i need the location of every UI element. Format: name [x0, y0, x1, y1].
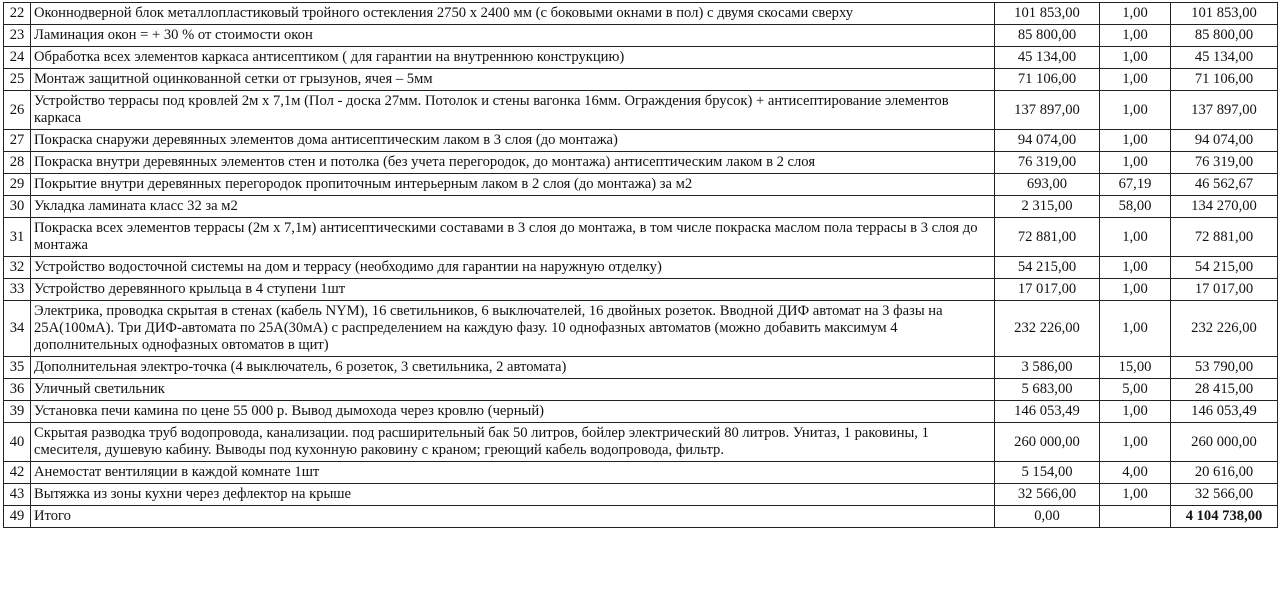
row-sum: 85 800,00	[1171, 25, 1278, 47]
row-description: Обработка всех элементов каркаса антисептиком ( для гарантии на внутреннюю конструкцию)	[31, 47, 995, 69]
row-quantity: 67,19	[1100, 174, 1171, 196]
row-number: 25	[4, 69, 31, 91]
row-quantity: 58,00	[1100, 196, 1171, 218]
row-sum: 232 226,00	[1171, 301, 1278, 357]
table-row	[4, 257, 1278, 279]
row-quantity: 4,00	[1100, 462, 1171, 484]
row-quantity: 1,00	[1100, 484, 1171, 506]
table-row	[4, 484, 1278, 506]
row-price: 32 566,00	[995, 484, 1100, 506]
row-description: Укладка ламината класс 32 за м2	[31, 196, 995, 218]
row-sum: 72 881,00	[1171, 218, 1278, 257]
row-number: 27	[4, 130, 31, 152]
table-row	[4, 379, 1278, 401]
table-row	[4, 47, 1278, 69]
row-price: 260 000,00	[995, 423, 1100, 462]
row-quantity: 1,00	[1100, 25, 1171, 47]
row-description: Устройство террасы под кровлей 2м х 7,1м (Пол - доска 27мм. Потолок и стены вагонка 16мм. Ограждения брусок) + антисептирование элементов каркаса	[31, 91, 995, 130]
row-number: 34	[4, 301, 31, 357]
row-description: Ламинация окон = + 30 % от стоимости окон	[31, 25, 995, 47]
row-description: Устройство деревянного крыльца в 4 ступени 1шт	[31, 279, 995, 301]
row-sum: 137 897,00	[1171, 91, 1278, 130]
row-number: 23	[4, 25, 31, 47]
row-price: 76 319,00	[995, 152, 1100, 174]
row-number: 31	[4, 218, 31, 257]
row-price: 5 154,00	[995, 462, 1100, 484]
row-quantity: 1,00	[1100, 423, 1171, 462]
row-quantity: 1,00	[1100, 69, 1171, 91]
row-price: 3 586,00	[995, 357, 1100, 379]
row-description: Анемостат вентиляции в каждой комнате 1шт	[31, 462, 995, 484]
row-number: 36	[4, 379, 31, 401]
row-description: Покраска всех элементов террасы (2м х 7,1м) антисептическими составами в 3 слоя до монтажа, в том числе покраска маслом пола террасы в 3 слоя до монтажа	[31, 218, 995, 257]
row-sum: 76 319,00	[1171, 152, 1278, 174]
row-sum: 260 000,00	[1171, 423, 1278, 462]
row-number: 26	[4, 91, 31, 130]
row-sum: 134 270,00	[1171, 196, 1278, 218]
row-price: 693,00	[995, 174, 1100, 196]
row-price: 232 226,00	[995, 301, 1100, 357]
row-number: 24	[4, 47, 31, 69]
table-row	[4, 462, 1278, 484]
table-row	[4, 423, 1278, 462]
row-number: 32	[4, 257, 31, 279]
row-number: 43	[4, 484, 31, 506]
row-sum: 28 415,00	[1171, 379, 1278, 401]
table-row	[4, 152, 1278, 174]
row-number: 35	[4, 357, 31, 379]
row-quantity: 1,00	[1100, 401, 1171, 423]
row-sum: 54 215,00	[1171, 257, 1278, 279]
table-row	[4, 401, 1278, 423]
row-price: 17 017,00	[995, 279, 1100, 301]
row-number: 40	[4, 423, 31, 462]
row-price: 146 053,49	[995, 401, 1100, 423]
total-row	[4, 506, 1278, 528]
total-row-number: 49	[4, 506, 31, 528]
row-sum: 101 853,00	[1171, 3, 1278, 25]
row-price: 2 315,00	[995, 196, 1100, 218]
row-description: Дополнительная электро-точка (4 выключатель, 6 розеток, 3 светильника, 2 автомата)	[31, 357, 995, 379]
table-row	[4, 69, 1278, 91]
row-quantity: 1,00	[1100, 130, 1171, 152]
row-sum: 46 562,67	[1171, 174, 1278, 196]
row-price: 5 683,00	[995, 379, 1100, 401]
table-row	[4, 218, 1278, 257]
row-description: Покраска снаружи деревянных элементов дома антисептическим лаком в 3 слоя (до монтажа)	[31, 130, 995, 152]
row-quantity: 1,00	[1100, 91, 1171, 130]
row-price: 137 897,00	[995, 91, 1100, 130]
table-row	[4, 174, 1278, 196]
total-quantity	[1100, 506, 1171, 528]
row-sum: 20 616,00	[1171, 462, 1278, 484]
table-row	[4, 301, 1278, 357]
row-sum: 71 106,00	[1171, 69, 1278, 91]
row-number: 28	[4, 152, 31, 174]
row-number: 22	[4, 3, 31, 25]
table-row	[4, 3, 1278, 25]
row-price: 85 800,00	[995, 25, 1100, 47]
row-quantity: 1,00	[1100, 301, 1171, 357]
row-quantity: 1,00	[1100, 218, 1171, 257]
row-number: 39	[4, 401, 31, 423]
table-row	[4, 279, 1278, 301]
row-quantity: 1,00	[1100, 3, 1171, 25]
row-description: Вытяжка из зоны кухни через дефлектор на крыше	[31, 484, 995, 506]
row-sum: 45 134,00	[1171, 47, 1278, 69]
row-price: 101 853,00	[995, 3, 1100, 25]
table-row	[4, 130, 1278, 152]
row-price: 54 215,00	[995, 257, 1100, 279]
row-description: Скрытая разводка труб водопровода, канализации. под расширительный бак 50 литров, бойлер электрический 80 литров. Унитаз, 1 раковины, 1 смесителя, душевую кабину. Выводы под кухонную раковину с краном; греющий кабель водопровода, фильтр.	[31, 423, 995, 462]
row-quantity: 5,00	[1100, 379, 1171, 401]
row-number: 33	[4, 279, 31, 301]
row-description: Монтаж защитной оцинкованной сетки от грызунов, ячея – 5мм	[31, 69, 995, 91]
row-price: 45 134,00	[995, 47, 1100, 69]
row-description: Уличный светильник	[31, 379, 995, 401]
row-sum: 17 017,00	[1171, 279, 1278, 301]
row-quantity: 15,00	[1100, 357, 1171, 379]
row-sum: 32 566,00	[1171, 484, 1278, 506]
total-sum: 4 104 738,00	[1171, 506, 1278, 528]
row-price: 94 074,00	[995, 130, 1100, 152]
row-number: 42	[4, 462, 31, 484]
row-description: Электрика, проводка скрытая в стенах (кабель NYM), 16 светильников, 6 выключателей, 16 двойных розеток. Вводной ДИФ автомат на 3 фазы на 25А(100мА). Три ДИФ-автомата по 25А(30мА) с распределением на каждую фазу. 10 однофазных автоматов (можно добавить максимум 4 дополнительных однофазных овтоматов в щит)	[31, 301, 995, 357]
row-description: Устройство водосточной системы на дом и террасу (необходимо для гарантии на наружную отделку)	[31, 257, 995, 279]
row-quantity: 1,00	[1100, 279, 1171, 301]
row-quantity: 1,00	[1100, 152, 1171, 174]
row-quantity: 1,00	[1100, 257, 1171, 279]
total-label: Итого	[31, 506, 995, 528]
table-row	[4, 357, 1278, 379]
total-price: 0,00	[995, 506, 1100, 528]
row-number: 29	[4, 174, 31, 196]
row-price: 71 106,00	[995, 69, 1100, 91]
row-description: Оконнодверной блок металлопластиковый тройного остекления 2750 х 2400 мм (с боковыми окнами в пол) с двумя скосами сверху	[31, 3, 995, 25]
estimate-table	[3, 2, 1278, 528]
table-row	[4, 25, 1278, 47]
row-description: Покрытие внутри деревянных перегородок пропиточным интерьерным лаком в 2 слоя (до монтажа) за м2	[31, 174, 995, 196]
row-sum: 53 790,00	[1171, 357, 1278, 379]
row-number: 30	[4, 196, 31, 218]
row-sum: 94 074,00	[1171, 130, 1278, 152]
table-row	[4, 196, 1278, 218]
estimate-table-body	[4, 3, 1278, 528]
row-price: 72 881,00	[995, 218, 1100, 257]
row-sum: 146 053,49	[1171, 401, 1278, 423]
row-description: Покраска внутри деревянных элементов стен и потолка (без учета перегородок, до монтажа) антисептическим лаком в 2 слоя	[31, 152, 995, 174]
row-description: Установка печи камина по цене 55 000 р. Вывод дымохода через кровлю (черный)	[31, 401, 995, 423]
table-row	[4, 91, 1278, 130]
row-quantity: 1,00	[1100, 47, 1171, 69]
